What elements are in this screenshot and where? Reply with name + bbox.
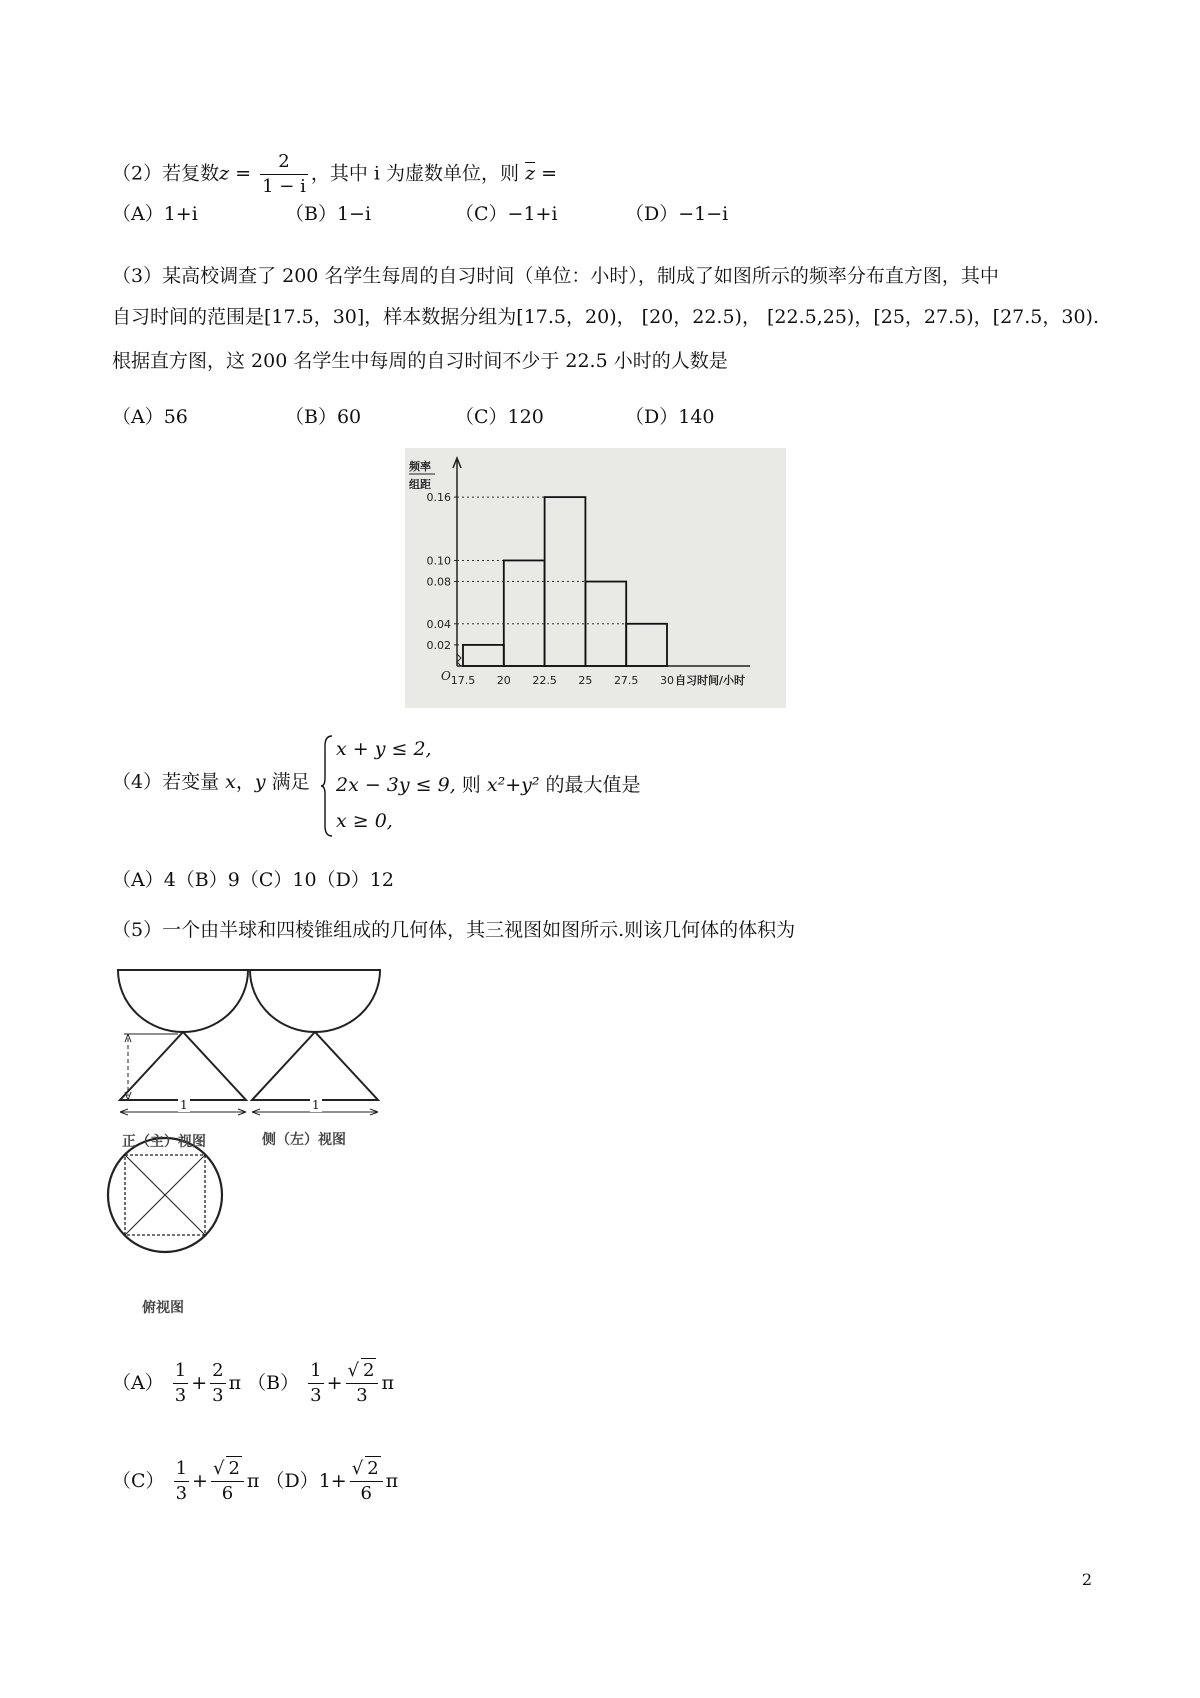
q4-stem-left: （4）若变量 x，y 满足 [112,771,310,793]
histogram-bar [504,560,545,666]
side-view-label: 侧（左）视图 [262,1132,346,1148]
q4-options: （A）4（B）9（C）10（D）12 [112,869,394,891]
q3-option-d: （D）140 [625,406,715,428]
fraction-2-over-1-minus-i: $\frac{2}{1 - i}$ [262,151,306,197]
q3-line-2: 自习时间的范围是[17.5，30]，样本数据分组为[17.5，20)， [20，22.5)， [22.5,25)，[25，27.5)，[27.5，30). [112,306,1099,328]
y-label-bottom: 组距 [409,478,431,491]
histogram-bar [585,582,626,666]
histogram-chart [405,448,786,708]
q5-options-ab: （A） $\frac{1}{3}$ + $\frac{2}{3}$ π （B） $\frac{1}{3}$ + $\frac{√ 2}{3}$ π [112,1359,394,1406]
origin-label: O [441,669,451,683]
top-view [108,1138,222,1252]
y-tick-label: 0.08 [426,575,451,589]
q2-option-d: （D）−1−i [625,203,729,225]
x-tick-label: 20 [496,674,511,687]
q3-option-a: （A）56 [112,406,188,428]
var-z: z [219,162,230,185]
y-tick-label: 0.04 [426,617,451,631]
y-tick-label: 0.16 [426,491,451,505]
q4-brace [320,734,334,838]
conjugate-z: $\overline{z}$ [525,162,536,185]
y-tick-label: 0.02 [426,638,451,652]
histogram-bar [545,497,586,666]
side-view [250,970,380,1115]
x-axis-label: 自习时间/小时 [675,674,746,687]
q2-option-a: （A）1+i [112,203,198,225]
top-view-label: 俯视图 [142,1300,184,1316]
y-label-top: 频率 [409,460,431,473]
histogram-bar [626,624,667,666]
y-tick-label: 0.10 [426,554,451,568]
front-view-dim-label: 1 [180,1098,188,1112]
q4-condition-2-line: 2x − 3y ≤ 9, 则 x²+y² 的最大值是 [336,774,641,796]
front-view [118,970,248,1115]
q3-line-3: 根据直方图，这 200 名学生中每周的自习时间不少于 22.5 小时的人数是 [112,350,728,372]
q3-option-c: （C）120 [455,406,544,428]
x-tick-label: 30 [660,674,674,687]
x-tick-label: 25 [578,674,593,687]
q4-condition-3: x ≥ 0, [336,810,393,832]
x-tick-label: 27.5 [613,674,639,687]
x-tick-label: 22.5 [532,674,557,687]
histogram-bar [463,645,504,666]
q2-stem: （2）若复数z = $\frac{2}{1 - i}$ ，其中 i 为虚数单位，则 $\overline{z}$ = [112,151,558,197]
x-tick-label: 17.5 [450,674,476,687]
q2-option-b: （B）1−i [285,203,372,225]
q3-option-b: （B）60 [285,406,362,428]
histogram-figure [405,448,786,708]
q5-options-cd: （C） $\frac{1}{3}$ + $\frac{√ 2}{6}$ π （D）1+ $\frac{√ 2}{6}$ π [112,1457,399,1504]
side-view-dim-label: 1 [312,1098,320,1112]
q2-option-c: （C）−1+i [455,203,558,225]
x2-plus-y2: x²+y² [486,774,540,796]
front-view-label: 正（主）视图 [122,1134,206,1150]
q3-line-1: （3）某高校调查了 200 名学生每周的自习时间（单位：小时），制成了如图所示的频率分布直方图，其中 [112,265,999,287]
page-number: 2 [1081,1570,1092,1589]
q5-stem: （5）一个由半球和四棱锥组成的几何体，其三视图如图所示.则该几何体的体积为 [112,919,796,941]
q4-condition-1: x + y ≤ 2, [336,738,432,760]
